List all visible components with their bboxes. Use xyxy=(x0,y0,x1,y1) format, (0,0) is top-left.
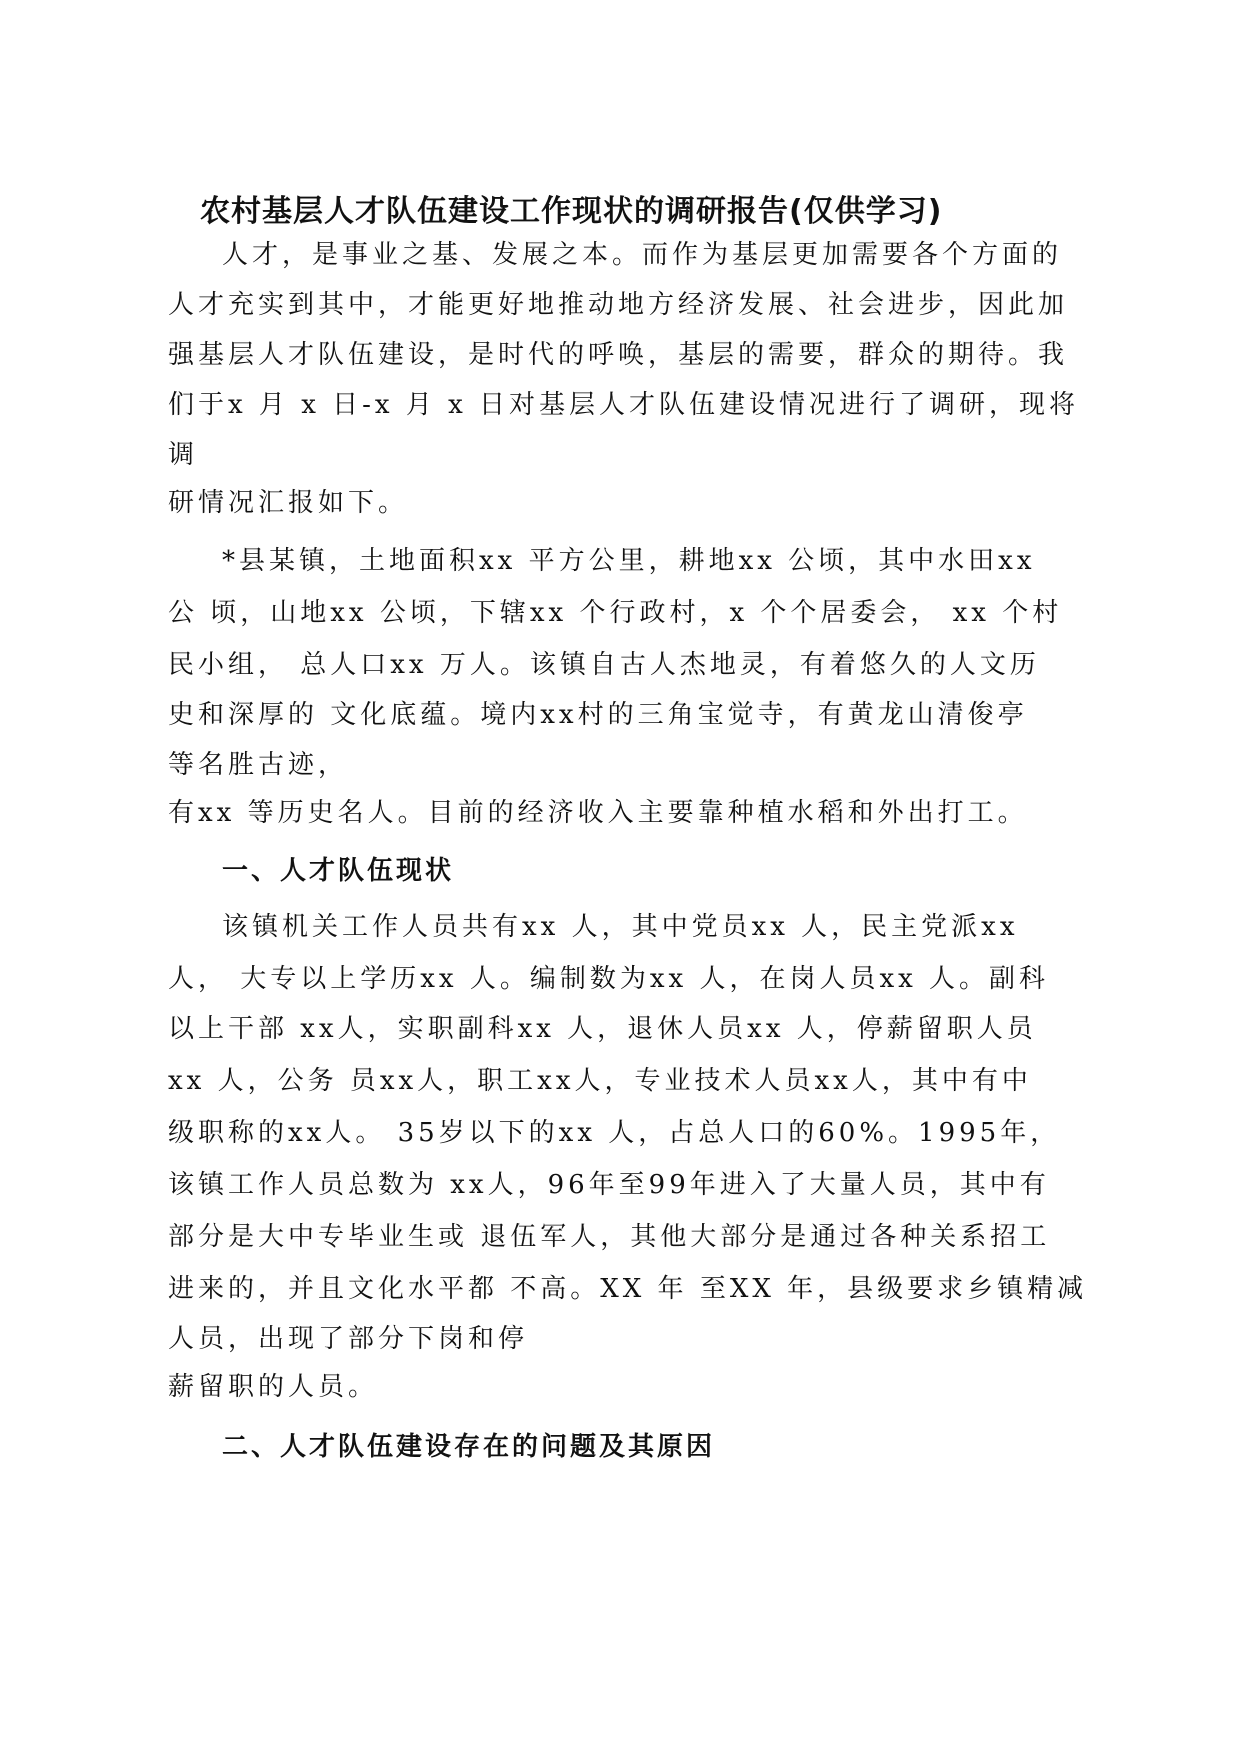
intro-line: 研情况汇报如下。 xyxy=(168,488,409,518)
intro-line: 调 xyxy=(168,440,199,470)
document-title: 农村基层人才队伍建设工作现状的调研报告(仅供学习) xyxy=(200,194,943,229)
overview-line: 有xx 等历史名人。目前的经济收入主要靠种植水稻和外出打工。 xyxy=(168,798,1028,828)
section1-line: 人， 大专以上学历xx 人。编制数为xx 人，在岗人员xx 人。副科 xyxy=(168,964,1050,994)
section1-line: 该镇工作人员总数为 xx人，96年至99年进入了大量人员，其中有 xyxy=(168,1170,1050,1200)
section1-line: 薪留职的人员。 xyxy=(168,1372,379,1402)
section1-line: 人员，出现了部分下岗和停 xyxy=(168,1324,529,1354)
overview-line: 公 顷，山地xx 公顷，下辖xx 个行政村，x 个个居委会， xx 个村 xyxy=(168,598,1063,628)
section1-line: 以上干部 xx人，实职副科xx 人，退休人员xx 人，停薪留职人员 xyxy=(168,1014,1037,1044)
section1-line: 部分是大中专毕业生或 退伍军人，其他大部分是通过各种关系招工 xyxy=(168,1222,1051,1252)
intro-line: 们于x 月 x 日-x 月 x 日对基层人才队伍建设情况进行了调研，现将 xyxy=(168,390,1080,420)
intro-line: 人才，是事业之基、发展之本。而作为基层更加需要各个方面的 xyxy=(222,240,1063,270)
section1-line: 进来的，并且文化水平都 不高。XX 年 至XX 年，县级要求乡镇精减 xyxy=(168,1274,1088,1304)
section-heading: 一、人才队伍现状 xyxy=(222,856,455,886)
overview-line: *县某镇，土地面积xx 平方公里，耕地xx 公顷，其中水田xx xyxy=(222,546,1036,576)
overview-line: 史和深厚的 文化底蕴。境内xx村的三角宝觉寺，有黄龙山清俊亭 xyxy=(168,700,1028,730)
section1-line: xx 人，公务 员xx人，职工xx人，专业技术人员xx人，其中有中 xyxy=(168,1066,1032,1096)
intro-line: 人才充实到其中，才能更好地推动地方经济发展、社会进步，因此加 xyxy=(168,290,1069,320)
section1-line: 该镇机关工作人员共有xx 人，其中党员xx 人，民主党派xx xyxy=(222,912,1019,942)
overview-line: 等名胜古迹， xyxy=(168,750,349,780)
overview-line: 民小组， 总人口xx 万人。该镇自古人杰地灵，有着悠久的人文历 xyxy=(168,650,1040,680)
section1-line: 级职称的xx人。 35岁以下的xx 人，占总人口的60%。1995年， xyxy=(168,1118,1061,1148)
section-heading: 二、人才队伍建设存在的问题及其原因 xyxy=(222,1432,716,1462)
intro-line: 强基层人才队伍建设，是时代的呼唤，基层的需要，群众的期待。我 xyxy=(168,340,1069,370)
